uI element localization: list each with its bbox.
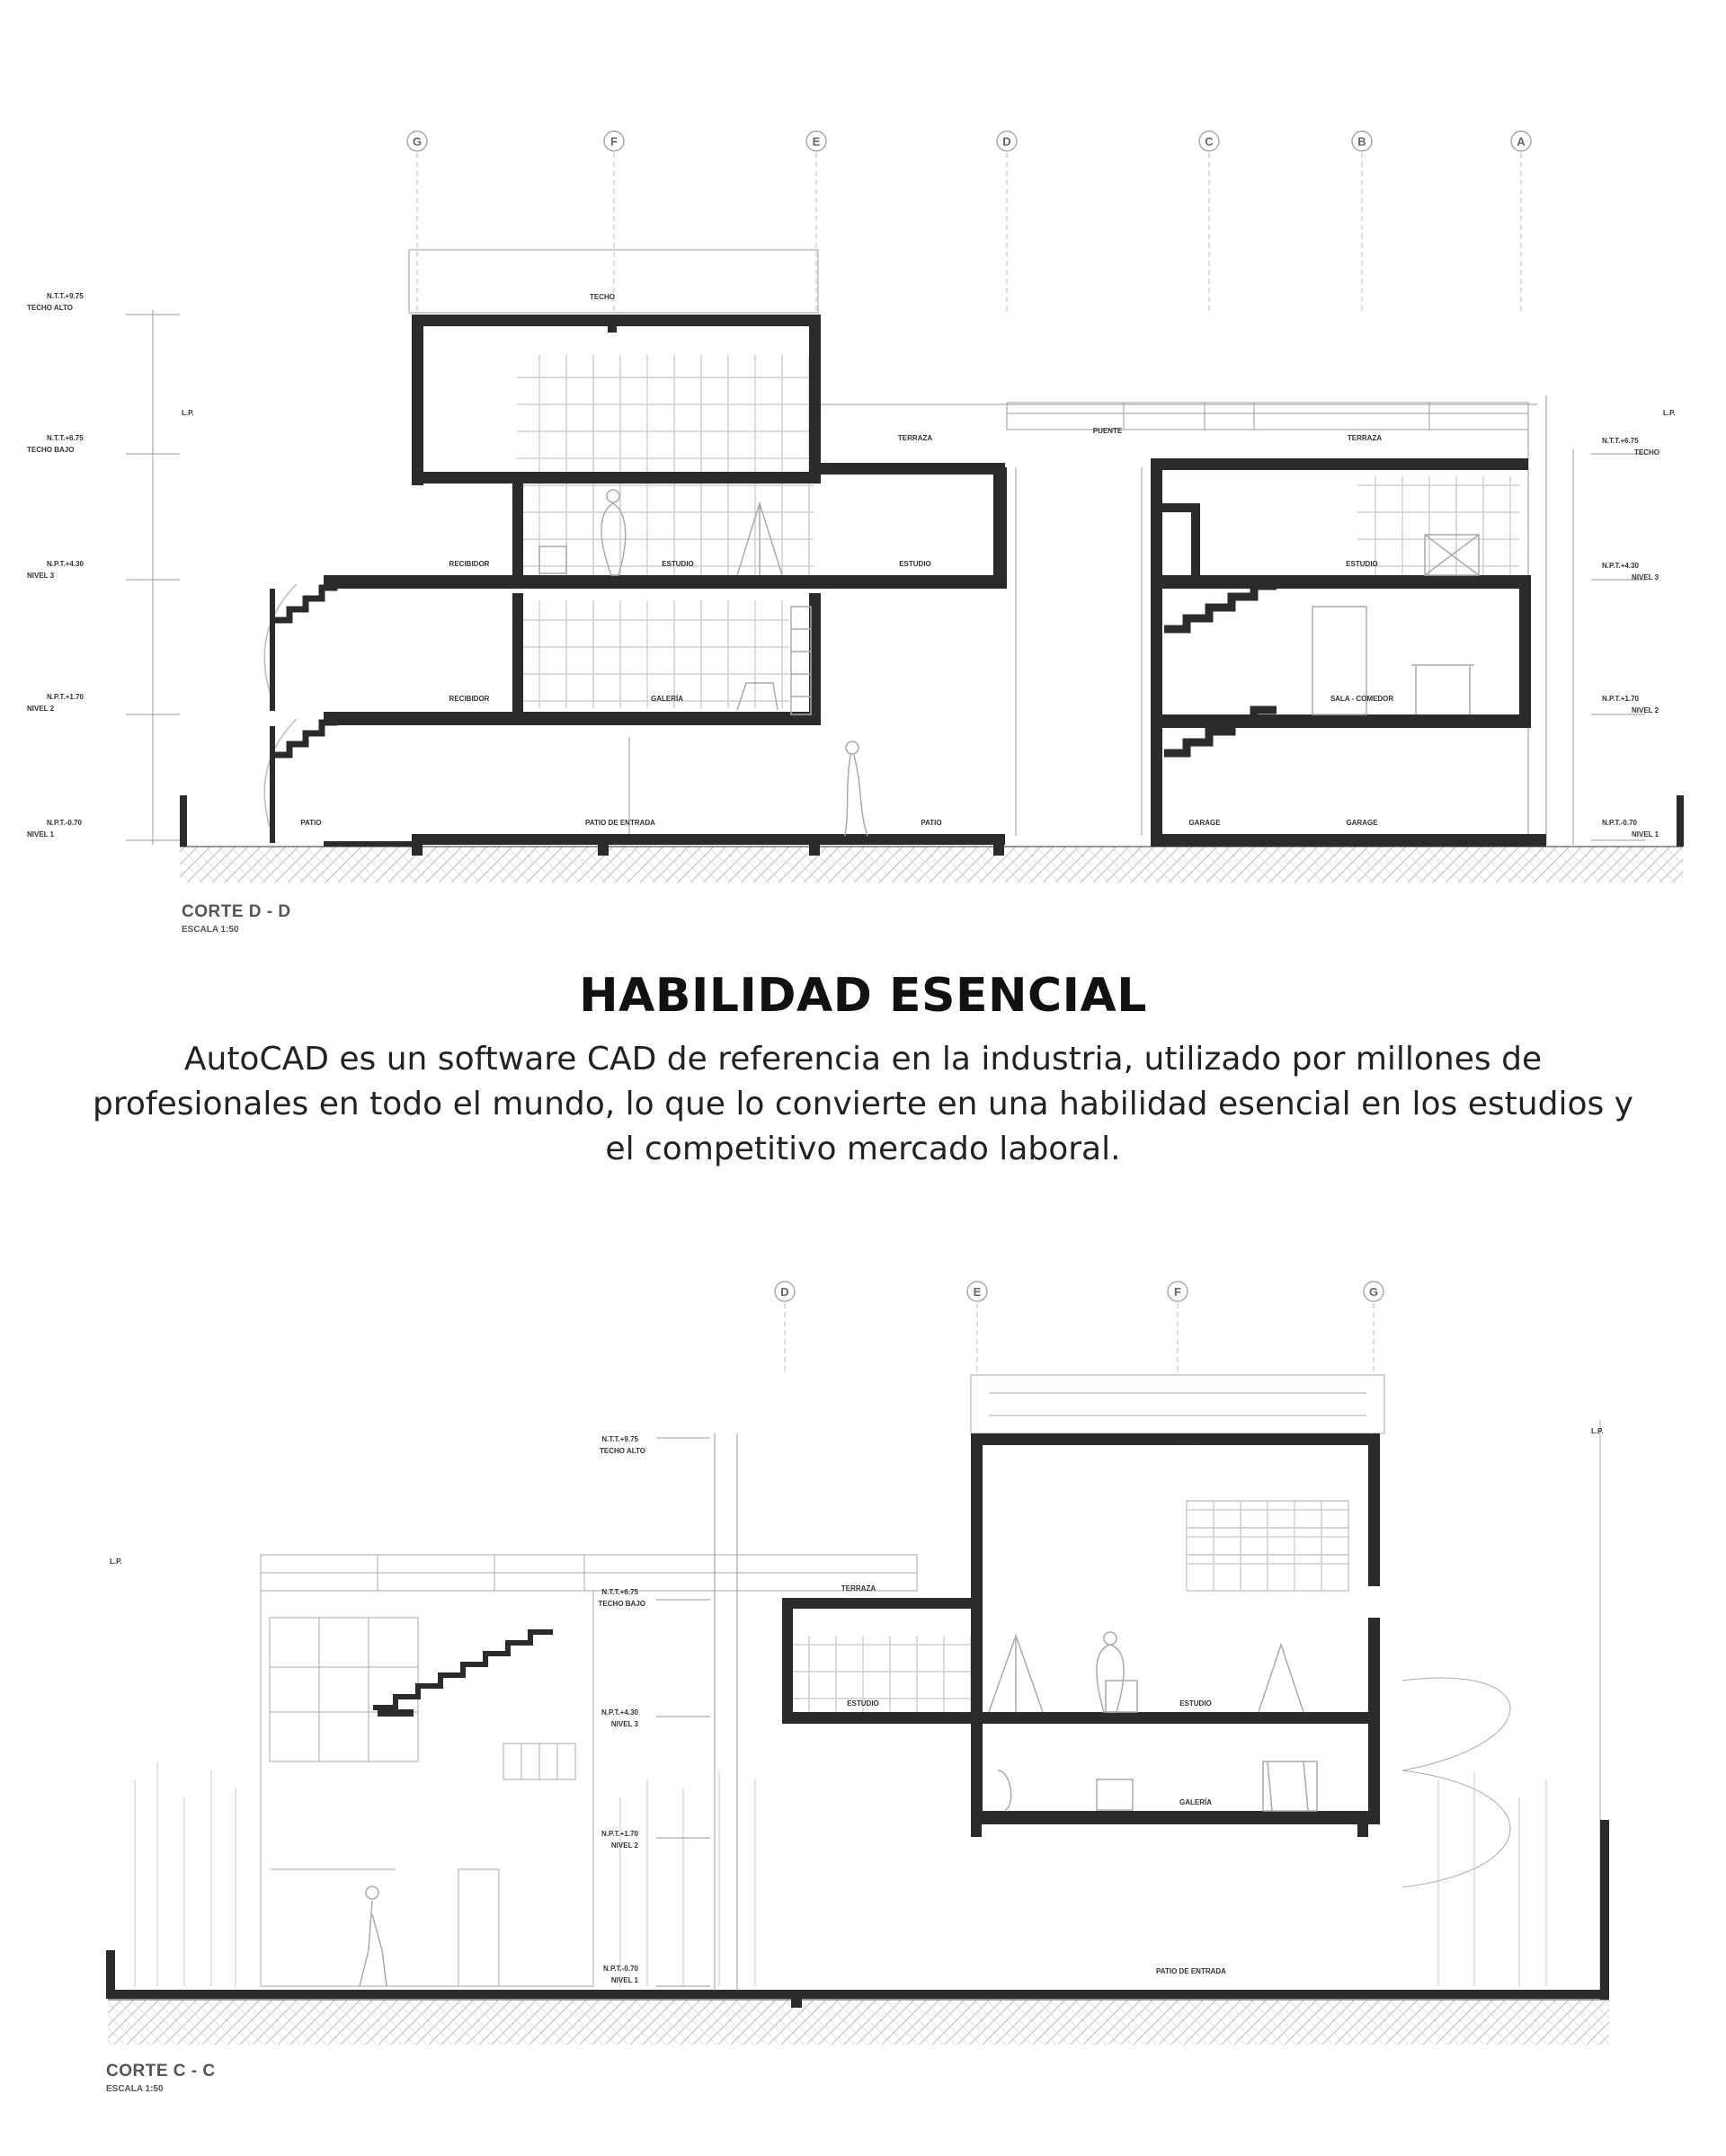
room-label: PATIO DE ENTRADA xyxy=(585,819,655,827)
section-c-c-svg xyxy=(0,1240,1726,2156)
room-label: TERRAZA xyxy=(1347,434,1383,442)
room-label: ESTUDIO xyxy=(1179,1699,1212,1708)
level-npt: N.P.T.+4.30 xyxy=(1602,562,1639,570)
room-label: GARAGE xyxy=(1346,819,1378,827)
room-labels-top xyxy=(300,293,1393,827)
level-npt: N.T.T.+6.75 xyxy=(47,434,84,442)
level-npt: N.P.T.+1.70 xyxy=(47,693,84,701)
room-label: RECIBIDOR xyxy=(449,695,490,703)
room-label: ESTUDIO xyxy=(1346,560,1378,568)
room-label: TERRAZA xyxy=(841,1584,876,1593)
level-name: NIVEL 2 xyxy=(610,1841,638,1850)
bottom-axis-label-e: E xyxy=(973,1285,982,1299)
room-label: RECIBIDOR xyxy=(449,560,490,568)
stair-right-upper xyxy=(1164,586,1277,629)
level-name: NIVEL 1 xyxy=(27,830,55,838)
top-axis-label-d: D xyxy=(1002,135,1011,148)
level-npt: N.P.T.-0.70 xyxy=(47,819,82,827)
level-name: NIVEL 1 xyxy=(1632,830,1659,838)
structural-slabs xyxy=(106,1433,1609,2008)
level-npt: N.T.T.+9.75 xyxy=(601,1435,638,1443)
stair-left-upper xyxy=(270,582,334,620)
level-name: TECHO ALTO xyxy=(27,304,73,312)
level-name: NIVEL 1 xyxy=(610,1976,638,1984)
level-npt: N.P.T.+1.70 xyxy=(601,1830,638,1838)
level-npt: N.T.T.+9.75 xyxy=(47,292,84,300)
bottom-axis-label-d: D xyxy=(780,1285,789,1299)
level-name: TECHO ALTO xyxy=(600,1447,645,1455)
room-label: TECHO xyxy=(590,293,615,301)
level-npt: N.P.T.+4.30 xyxy=(601,1708,638,1717)
section-c-c-scale: ESCALA 1:50 xyxy=(106,2084,164,2094)
room-label: ESTUDIO xyxy=(847,1699,879,1708)
room-label: PATIO xyxy=(921,819,942,827)
ground-hatch xyxy=(108,2000,1609,2045)
room-label: PUENTE xyxy=(1092,427,1123,435)
exterior-stair xyxy=(373,1632,553,1708)
top-axis-label-b: B xyxy=(1357,135,1366,148)
bottom-axis-label-f: F xyxy=(1174,1285,1181,1299)
room-label: GARAGE xyxy=(1188,819,1221,827)
level-npt: N.P.T.+4.30 xyxy=(47,560,84,568)
room-label: PATIO xyxy=(300,819,322,827)
level-name: NIVEL 2 xyxy=(27,705,55,713)
level-lines xyxy=(656,1433,737,1991)
headline: HABILIDAD ESENCIAL xyxy=(579,969,1147,1023)
section-d-d-drawing xyxy=(0,0,1726,953)
bookshelf-grid-lower xyxy=(520,600,789,708)
top-axis-label-c: C xyxy=(1205,135,1214,148)
level-npt: N.P.T.-0.70 xyxy=(1602,819,1637,827)
lp-label: L.P. xyxy=(110,1557,122,1566)
level-name: TECHO BAJO xyxy=(27,446,75,454)
lp-label: L.P. xyxy=(182,409,194,417)
lp-label: L.P. xyxy=(1591,1427,1604,1435)
level-name: NIVEL 2 xyxy=(1632,706,1659,714)
bookshelf-grid xyxy=(1187,1501,1348,1591)
level-name: NIVEL 3 xyxy=(1632,573,1659,581)
top-axis-label-f: F xyxy=(610,135,618,148)
section-d-d-scale: ESCALA 1:50 xyxy=(182,925,239,935)
level-npt: N.T.T.+6.75 xyxy=(1602,437,1639,445)
level-npt: N.P.T.-0.70 xyxy=(603,1965,638,1973)
level-name: TECHO xyxy=(1634,448,1659,457)
top-axis-label-e: E xyxy=(812,135,821,148)
section-c-c-drawing xyxy=(0,1240,1726,2156)
axis-grid-bottom xyxy=(775,1282,1383,1375)
body-paragraph: AutoCAD es un software CAD de referencia en la industria, utilizado por millones de profesionales en todo el mundo, lo que lo convierte en una habilidad esencial en los estudios y el competitivo mercado laboral. xyxy=(93,1041,1633,1167)
top-axis-label-a: A xyxy=(1517,135,1526,148)
structural-slabs xyxy=(180,315,1684,856)
stair-left-lower xyxy=(270,717,334,755)
left-level-labels xyxy=(27,292,194,838)
room-label: TECHO xyxy=(1176,1439,1201,1447)
level-npt: N.P.T.+1.70 xyxy=(1602,695,1639,703)
lp-label: L.P. xyxy=(1663,409,1676,417)
top-axis-label-g: G xyxy=(412,135,423,148)
level-npt: N.T.T.+6.75 xyxy=(601,1588,638,1596)
section-d-d-svg xyxy=(0,0,1726,953)
room-label: TERRAZA xyxy=(897,434,933,442)
bookshelf-grid-right xyxy=(1357,476,1519,575)
bottom-axis-label-g: G xyxy=(1368,1285,1379,1299)
level-name: TECHO BAJO xyxy=(598,1600,645,1608)
section-c-c-title: CORTE C - C xyxy=(106,2062,216,2081)
ground-hatch xyxy=(180,847,1683,883)
background-trees xyxy=(135,1761,1546,1986)
room-label: PATIO DE ENTRADA xyxy=(1156,1967,1226,1975)
room-label: SALA - COMEDOR xyxy=(1330,695,1394,703)
room-label: GALERÍA xyxy=(651,695,683,703)
bookshelf-grid xyxy=(791,1636,971,1721)
level-name: NIVEL 3 xyxy=(610,1720,638,1728)
room-label: GALERÍA xyxy=(1179,1798,1212,1806)
level-name: NIVEL 3 xyxy=(27,572,55,580)
room-label: ESTUDIO xyxy=(662,560,694,568)
bookshelf-grid-upper xyxy=(517,355,814,575)
axis-grid-top xyxy=(407,131,1531,315)
section-d-d-title: CORTE D - D xyxy=(182,902,291,921)
right-level-labels xyxy=(1602,409,1676,838)
room-label: ESTUDIO xyxy=(899,560,931,568)
